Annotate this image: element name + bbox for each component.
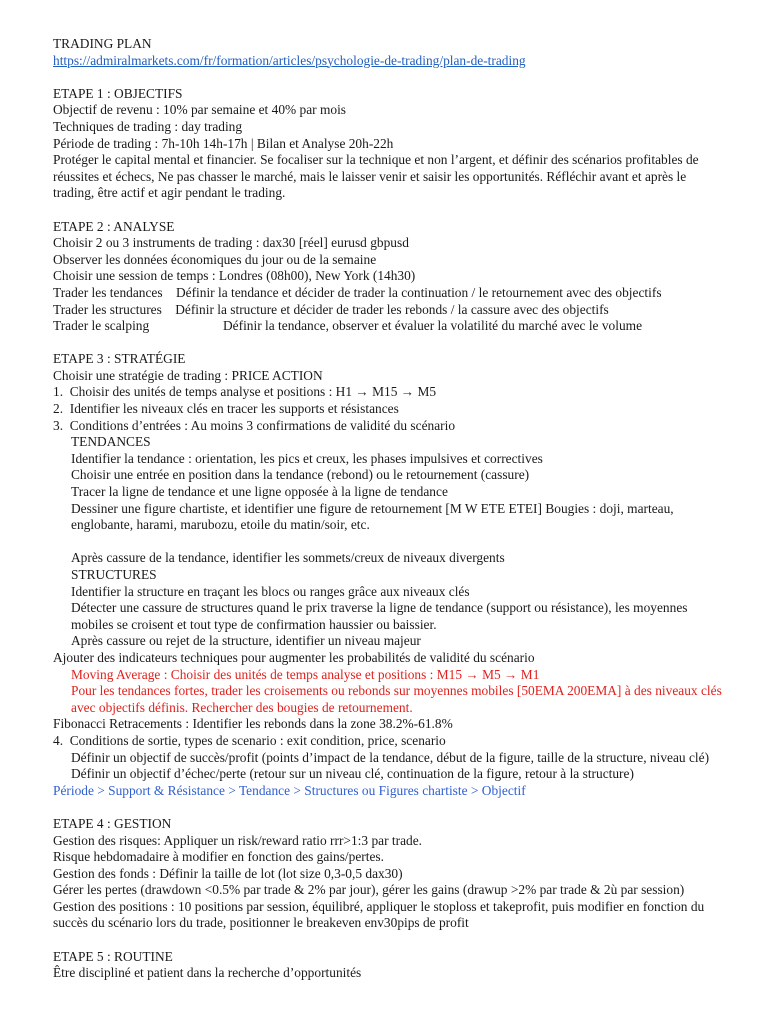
flow-line: Période > Support & Résistance > Tendance > Structures ou Figures chartiste > Objectif (53, 782, 526, 798)
etape5-line: Être discipliné et patient dans la recherche d’opportunités (53, 965, 362, 981)
structures-line: Après cassure ou rejet de la structure, identifier un niveau majeur (71, 633, 421, 649)
list-item-text: Choisir des unités de temps analyse et positions : H1 → M15 → M5 (69, 384, 437, 400)
etape2-row-label: Trader les tendances (53, 284, 163, 300)
etape2-row-text: Définir la tendance, observer et évaluer la volatilité du marché avec le volume (223, 318, 643, 334)
list-item: 1. Choisir des unités de temps analyse et positions : H1 → M15 → M5 (53, 384, 437, 400)
tendances-line: Tracer la ligne de tendance et une ligne opposée à la ligne de tendance (71, 484, 448, 500)
list-item-text: Conditions d’entrées : Au moins 3 confirmations de validité du scénario (69, 417, 456, 433)
document-page (53, 36, 723, 982)
etape1-line: Techniques de trading : day trading (53, 118, 243, 134)
etape2-row-label: Trader le scalping (53, 318, 150, 334)
etape4-line: Gestion des risques: Appliquer un risk/reward ratio rrr>1:3 par trade. (53, 832, 423, 848)
etape5-heading: ETAPE 5 : ROUTINE (53, 948, 173, 964)
etape4-line: Gestion des positions : 10 positions par session, équilibré, appliquer le stoploss et takeprofit, puis modifier en fonction du succès du scénario lors du trade, positionner le breakeven env30pips de profit (53, 898, 705, 931)
tendances-heading: TENDANCES (71, 434, 151, 450)
etape2-line: Observer les données économiques du jour ou de la semaine (53, 251, 377, 267)
etape2-line: Choisir une session de temps : Londres (08h00), New York (14h30) (53, 268, 416, 284)
list-item: 2. Identifier les niveaux clés en tracer les supports et résistances (53, 401, 399, 417)
etape3-heading: ETAPE 3 : STRATÉGIE (53, 351, 186, 367)
list-item: 4. Conditions de sortie, types de scenario : exit condition, price, scenario (53, 732, 446, 748)
tendances-line: Identifier la tendance : orientation, les pics et creux, les phases impulsives et correctives (71, 450, 543, 466)
list-item-text: Conditions de sortie, types de scenario : exit condition, price, scenario (69, 732, 446, 748)
apres-tendance: Après cassure de la tendance, identifier les sommets/creux de niveaux divergents (71, 550, 505, 566)
source-link[interactable]: https://admiralmarkets.com/fr/formation/articles/psychologie-de-trading/plan-de-trading (53, 52, 526, 68)
etape4-line: Gestion des fonds : Définir la taille de lot (lot size 0,3-0,5 dax30) (53, 865, 403, 881)
list-item: 3. Conditions d’entrées : Au moins 3 confirmations de validité du scénario (53, 417, 456, 433)
structures-line: Détecter une cassure de structures quand le prix traverse la ligne de tendance (support ou résistance), les moyennes mobiles se croisent et tout type de confirmation haussier ou baissier. (71, 600, 688, 632)
etape1-heading: ETAPE 1 : OBJECTIFS (53, 85, 183, 101)
structures-line: Identifier la structure en traçant les blocs ou ranges grâce aux niveaux clés (71, 583, 470, 599)
etape2-row-label: Trader les structures (53, 301, 162, 317)
tendances-line: Choisir une entrée en position dans la tendance (rebond) ou le retournement (cassure) (71, 467, 530, 483)
etape4-line: Gérer les pertes (drawdown <0.5% par trade & 2% par jour), gérer les gains (drawup >2% par trade & 2ù par session) (53, 882, 685, 898)
tendances-line: Dessiner une figure chartiste, et identifier une figure de retournement [M W ETE ETEI] Bougies : doji, marteau, englobante, harami, marubozu, etoile du matin/soir, etc. (71, 500, 674, 533)
sortie-line: Définir un objectif de succès/profit (points d’impact de la tendance, début de la figure, taille de la structure, niveau clé) (71, 749, 710, 765)
etape3-intro: Choisir une stratégie de trading : PRICE ACTION (53, 367, 323, 383)
etape2-heading: ETAPE 2 : ANALYSE (53, 218, 175, 234)
etape2-row-text: Définir la structure et décider de trader les rebonds / la cassure avec des objectifs (175, 301, 609, 317)
moving-average-text: Pour les tendances fortes, trader les croisements ou rebonds sur moyennes mobiles [50EMA 200EMA] à des niveaux clés avec objectifs définis. Rechercher des bougies de retournement. (71, 683, 722, 715)
document-title: TRADING PLAN (53, 36, 152, 51)
etape1-line: Objectif de revenu : 10% par semaine et 40% par mois (53, 102, 347, 118)
etape4-line: Risque hebdomadaire à modifier en fonction des gains/pertes. (53, 849, 384, 865)
etape2-row (53, 285, 723, 302)
etape1-paragraph: Protéger le capital mental et financier. Se focaliser sur la technique et non l’argent, et définir des scénarios profitables de réussites et échecs, Ne pas chasser le marché, mais le laisser venir et saisir les opportunités. Réfléchir avant et après le trading, être actif et agir pendant le trading. (53, 152, 699, 201)
etape1-line: Période de trading : 7h-10h 14h-17h | Bilan et Analyse 20h-22h (53, 135, 394, 151)
etape2-row-text: Définir la tendance et décider de trader la continuation / le retournement avec des objectifs (175, 284, 662, 300)
sortie-line: Définir un objectif d’échec/perte (retour sur un niveau clé, continuation de la figure, retour à la structure) (71, 766, 634, 782)
etape4-heading: ETAPE 4 : GESTION (53, 815, 172, 831)
list-item-text: Identifier les niveaux clés en tracer les supports et résistances (69, 401, 399, 417)
etape2-row (53, 318, 723, 335)
fibonacci-line: Fibonacci Retracements : Identifier les rebonds dans la zone 38.2%-61.8% (53, 716, 453, 732)
structures-heading: STRUCTURES (71, 567, 157, 582)
indicateurs-line: Ajouter des indicateurs techniques pour augmenter les probabilités de validité du scénario (53, 649, 535, 665)
etape2-line: Choisir 2 ou 3 instruments de trading : dax30 [réel] eurusd gbpusd (53, 235, 409, 251)
etape2-row (53, 302, 723, 319)
moving-average-line: Moving Average : Choisir des unités de temps analyse et positions : M15 → M5 → M1 (71, 666, 540, 682)
